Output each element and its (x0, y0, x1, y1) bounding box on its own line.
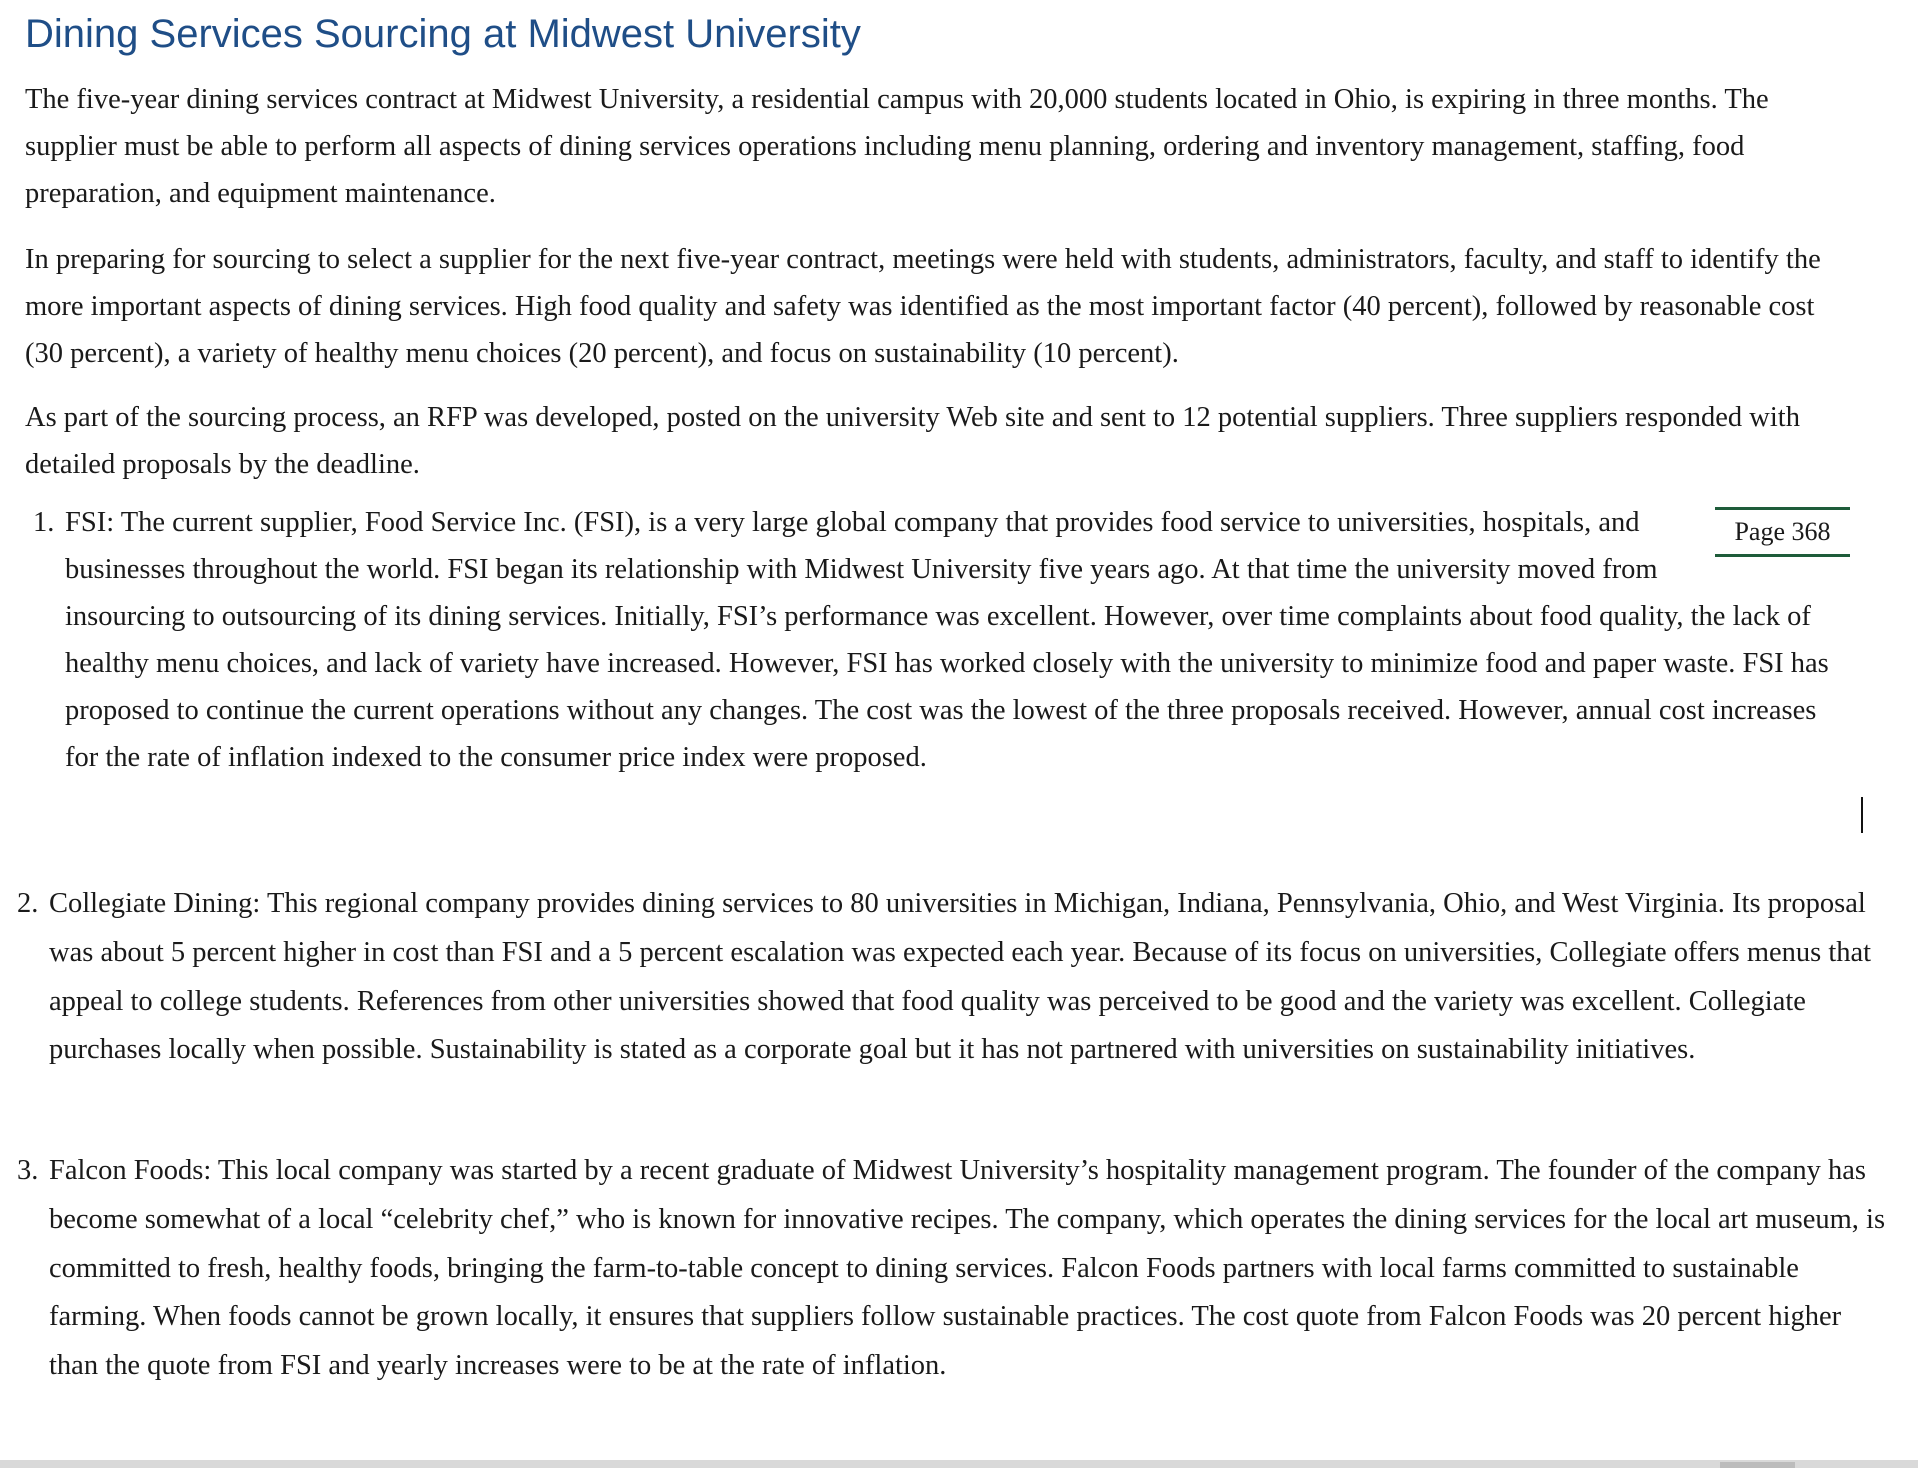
horizontal-scrollbar[interactable] (0, 1460, 1918, 1468)
scrollbar-thumb[interactable] (1720, 1462, 1795, 1468)
list-item-text: Falcon Foods: This local company was started by a recent graduate of Midwest University’s hospitality management program. The founder of the company has become somewhat of a local “celebrity chef,” who is known for innovative recipes. The company, which operates the dining services for the local art museum, is committed to fresh, healthy foods, bringing the farm-to-table concept to dining services. Falcon Foods partners with local farms committed to sustainable farming. When foods cannot be grown locally, it ensures that suppliers follow sustainable practices. The cost quote from Falcon Foods was 20 percent higher than the quote from FSI and yearly increases were to be at the rate of inflation. (49, 1155, 1886, 1382)
intro-paragraph: The five-year dining services contract at Midwest University, a residential campus with 20,000 students located in Ohio, is expiring in three months. The supplier must be able to perform all aspects of dining services operations including menu planning, ordering and inventory management, staffing, food preparation, and equipment maintenance. (25, 84, 1769, 209)
list-item-text: Collegiate Dining: This regional company provides dining services to 80 universities in Michigan, Indiana, Pennsylvania, Ohio, and West Virginia. Its proposal was about 5 percent higher in cost than FSI and a 5 percent escalation was expected each year. Because of its focus on universities, Collegiate offers menus that appeal to college students. References from other universities showed that food quality was perceived to be good and the variety was excellent. Collegiate purchases locally when possible. Sustainability is stated as a corporate goal but it has not partnered with universities on sustainability initiatives. (49, 888, 1872, 1066)
list-item-text: FSI: The current supplier, Food Service Inc. (FSI), is a very large global company that provides food service to universities, hospitals, and businesses throughout the world. FSI began its relationship with Midwest University five years ago. At that time the university moved from insourcing to outsourcing of its dining services. Initially, FSI’s performance was excellent. However, over time complaints about food quality, the lack of healthy menu choices, and lack of variety have increased. However, FSI has worked closely with the university to minimize food and paper waste. FSI has proposed to continue the current operations without any changes. The cost was the lowest of the three proposals received. However, annual cost increases for the rate of inflation indexed to the consumer price index were proposed. (65, 507, 1829, 773)
criteria-paragraph: In preparing for sourcing to select a supplier for the next five-year contract, meetings were held with students, administrators, faculty, and staff to identify the more important aspects of dining services. High food quality and safety was identified as the most important factor (40 percent), followed by reasonable cost (30 percent), a variety of healthy menu choices (20 percent), and focus on sustainability (10 percent). (25, 244, 1821, 369)
rfp-paragraph: As part of the sourcing process, an RFP was developed, posted on the university Web site and sent to 12 potential suppliers. Three suppliers responded with detailed proposals by the deadline. (25, 402, 1800, 480)
text-cursor (1861, 797, 1863, 833)
list-item-number: 2. (17, 888, 39, 919)
supplier-list-item-fsi (33, 499, 1850, 781)
supplier-list-item-collegiate (17, 880, 1894, 1075)
list-item-number: 3. (17, 1155, 39, 1186)
supplier-list-item-falcon (17, 1147, 1894, 1391)
page-reference-marker: Page 368 (1715, 507, 1850, 557)
list-item-number: 1. (33, 507, 55, 538)
page-title: Dining Services Sourcing at Midwest University (25, 12, 861, 56)
